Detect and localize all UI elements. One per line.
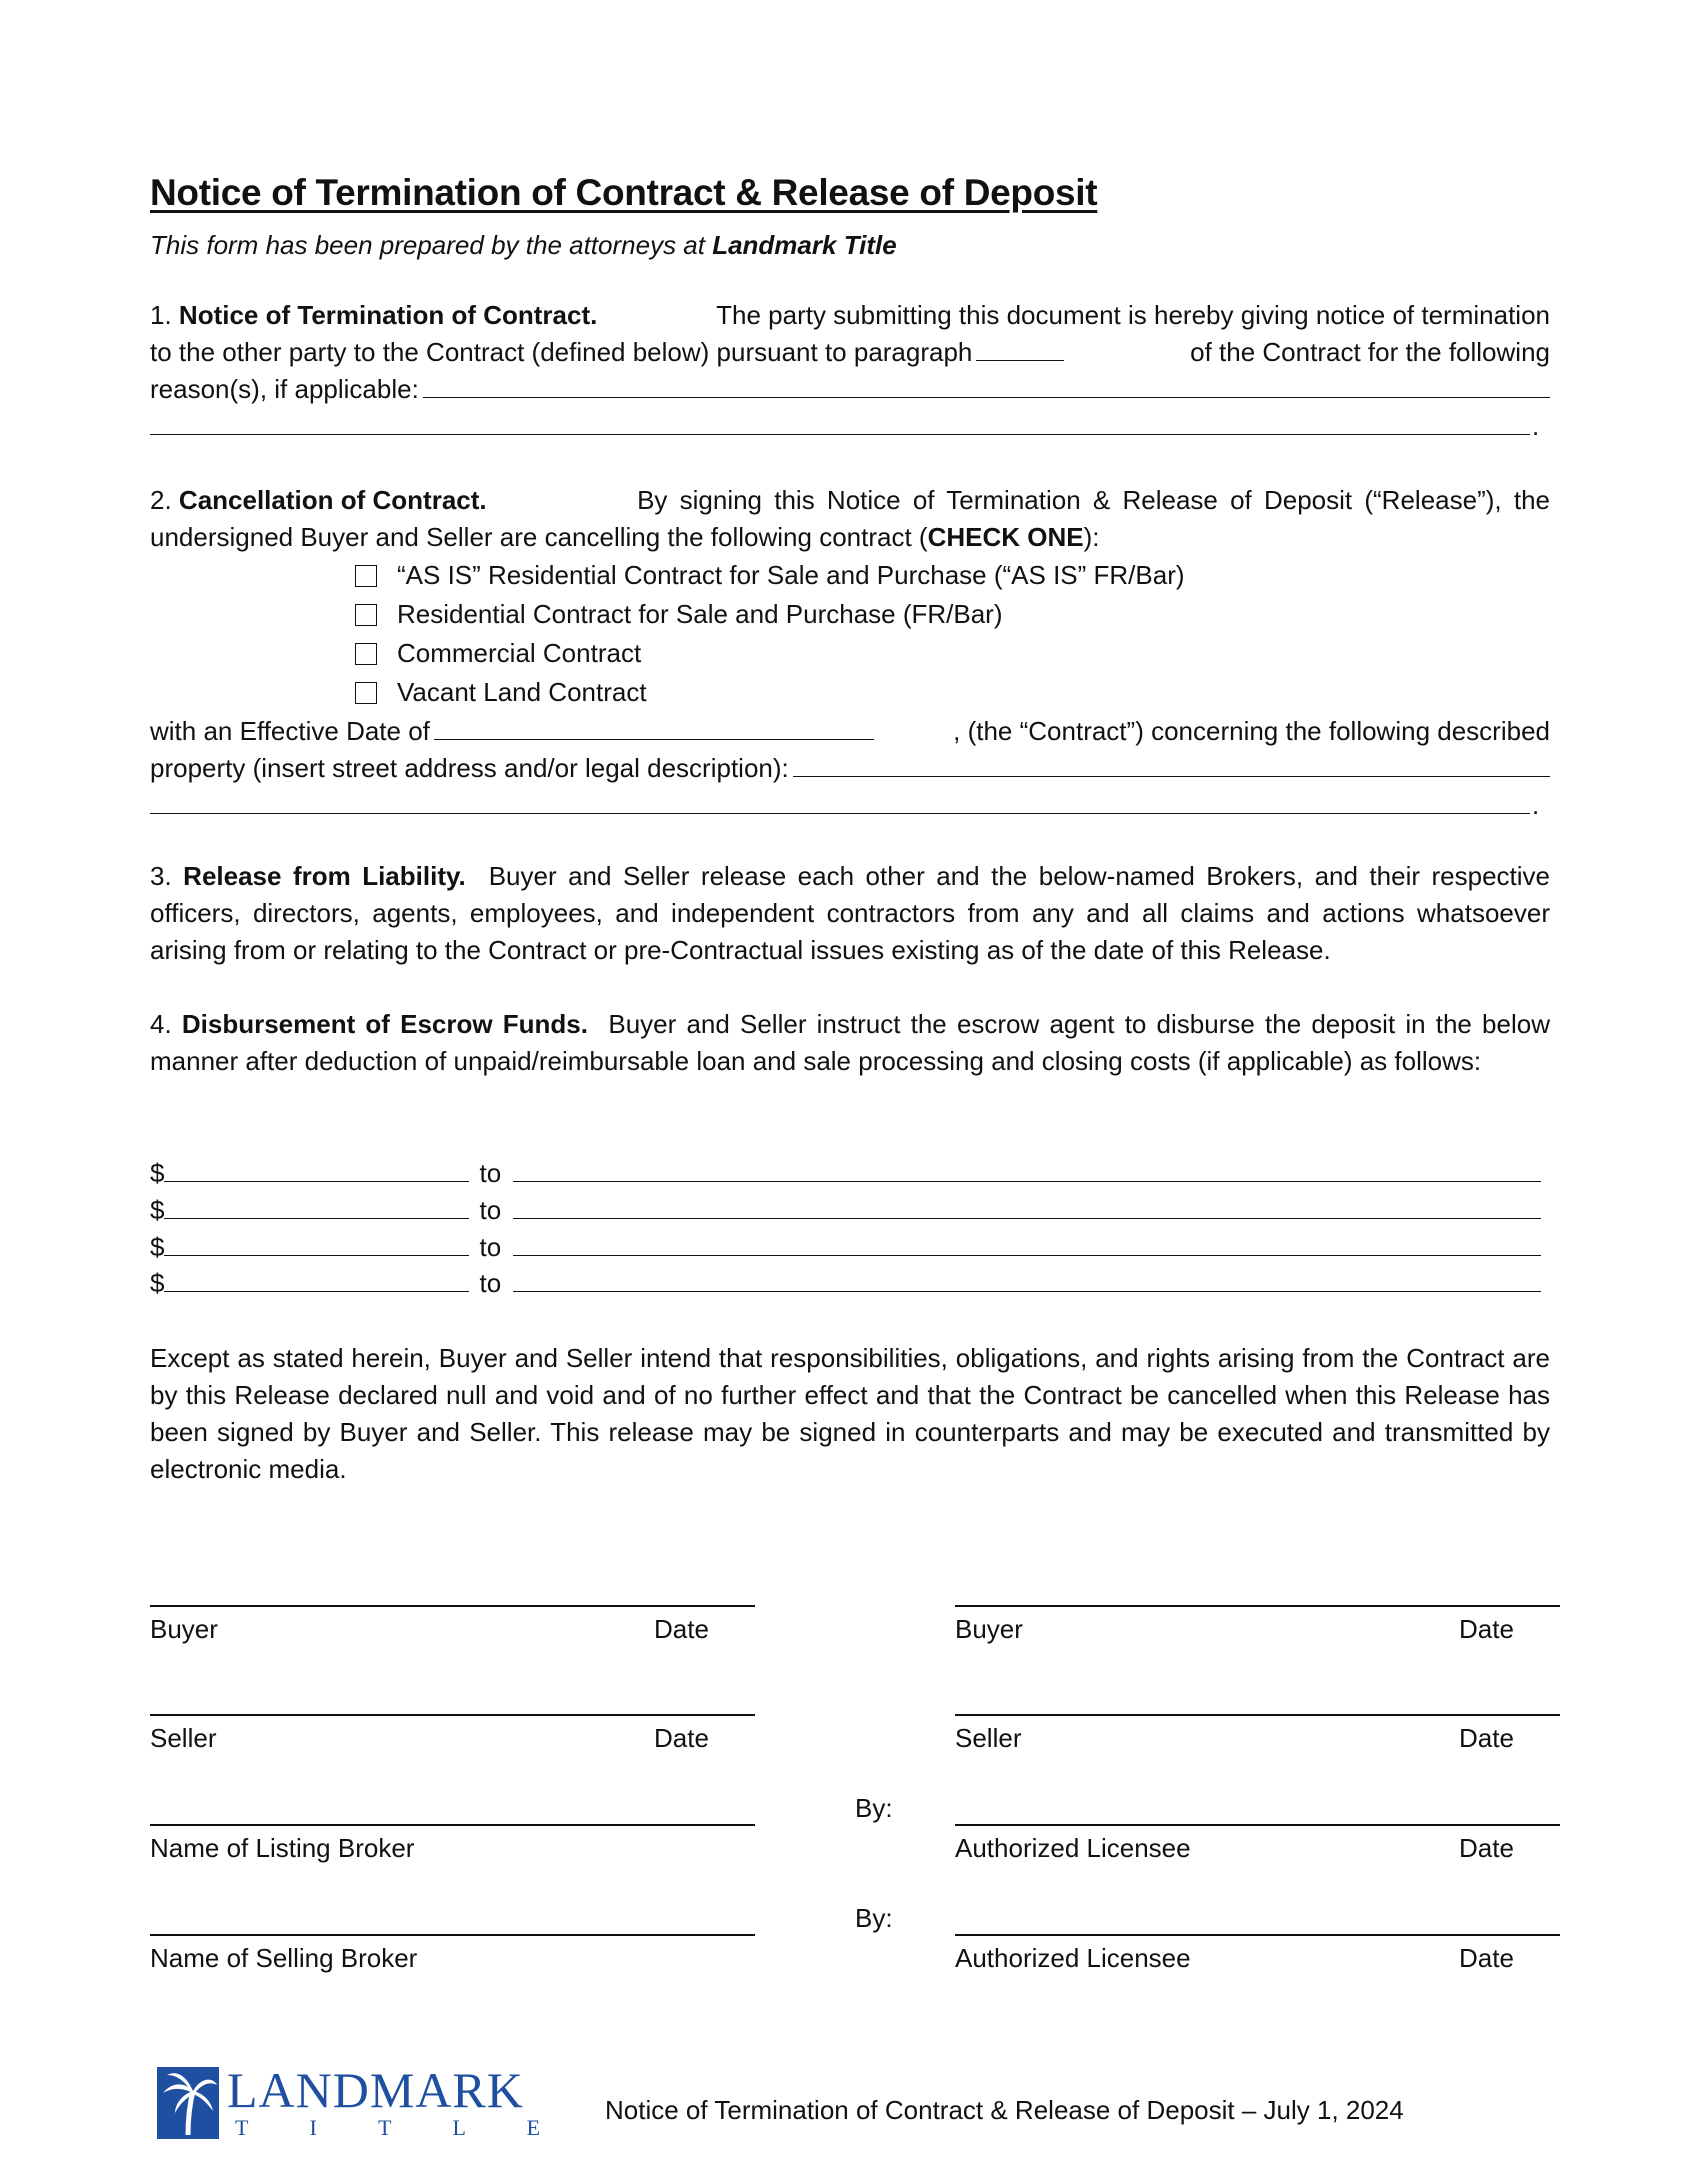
disbursement-row: [150, 1158, 1545, 1189]
to-label: to: [479, 1232, 502, 1262]
closing-paragraph: Except as stated herein, Buyer and Seller intend that responsibilities, obligations, and rights arising from the Contract are by this Release declared null and void and of no further effect and that the Contract be cancelled when this Release has been signed by Buyer and Seller. This release may be signed in counterparts and may be executed and transmitted by electronic media.: [150, 1343, 1550, 1484]
option-residential[interactable]: [355, 599, 1003, 630]
dollar-sign: $: [150, 1195, 165, 1225]
licensee-label: Authorized Licensee: [955, 1833, 1191, 1863]
seller-signature-line-left[interactable]: [150, 1714, 755, 1716]
payee-field[interactable]: [513, 1196, 1541, 1219]
disbursement-row: [150, 1195, 1545, 1226]
option-label: “AS IS” Residential Contract for Sale and Purchase (“AS IS” FR/Bar): [397, 560, 1185, 590]
dollar-sign: $: [150, 1268, 165, 1298]
section3-number: 3.: [150, 861, 184, 891]
payee-field[interactable]: [513, 1159, 1541, 1182]
section4-heading: Disbursement of Escrow Funds.: [181, 1009, 588, 1039]
option-label: Commercial Contract: [397, 638, 642, 668]
dollar-sign: $: [150, 1158, 165, 1188]
page-title: Notice of Termination of Contract & Release of Deposit: [150, 172, 1098, 213]
seller-label-right: Seller: [955, 1723, 1022, 1753]
section3-text: Buyer and Seller release each other and the below-named Brokers, and their respective officers, directors, agents, employees, and independent contractors from any and all claims and actions whatsoever arising from or relating to the Contract or pre-Contractual issues existing as of the date of this Release.: [150, 861, 1550, 965]
property-label: property (insert street address and/or legal description):: [150, 753, 789, 783]
logo-subtitle: T I T L E: [235, 2115, 569, 2140]
selling-broker-label: Name of Selling Broker: [150, 1943, 418, 1973]
date-label: Date: [654, 1614, 709, 1644]
section1-line1: The party submitting this document is hereby giving notice of termination: [716, 300, 1550, 330]
effective-date-field[interactable]: [434, 717, 874, 740]
buyer-signature-line-right[interactable]: [955, 1605, 1560, 1607]
section1-end: .: [1532, 411, 1540, 441]
subtitle-prefix: This form has been prepared by the attorneys at: [150, 230, 713, 260]
section-disbursement: [150, 1006, 1550, 1080]
property-field-1[interactable]: [793, 754, 1550, 777]
amount-field[interactable]: [164, 1159, 469, 1182]
amount-field[interactable]: [164, 1233, 469, 1256]
section2-contract-details: [150, 713, 1550, 824]
paragraph-number-field[interactable]: [976, 338, 1064, 361]
option-label: Residential Contract for Sale and Purchase (FR/Bar): [397, 599, 1003, 629]
to-label: to: [479, 1195, 502, 1225]
option-label: Vacant Land Contract: [397, 677, 647, 707]
date-label: Date: [1459, 1943, 1514, 1973]
section1-line2b: of the Contract for the following: [1190, 337, 1550, 367]
licensee-label: Authorized Licensee: [955, 1943, 1191, 1973]
section2-line1: By signing this Notice of Termination & Release of Deposit (“Release”), the: [637, 485, 1550, 515]
option-commercial[interactable]: [355, 638, 641, 669]
listing-broker-label: Name of Listing Broker: [150, 1833, 415, 1863]
buyer-label-right: Buyer: [955, 1614, 1023, 1644]
checkbox[interactable]: [355, 565, 377, 587]
checkbox[interactable]: [355, 643, 377, 665]
selling-licensee-line[interactable]: [955, 1934, 1560, 1936]
reason-field-1[interactable]: [423, 375, 1550, 398]
landmark-title-logo: [155, 2062, 569, 2143]
footer-title: Notice of Termination of Contract & Release of Deposit – July 1, 2024: [605, 2095, 1404, 2125]
payee-field[interactable]: [513, 1269, 1541, 1292]
option-vacant-land[interactable]: [355, 677, 647, 708]
check-one-label: CHECK ONE: [927, 522, 1084, 552]
date-label: Date: [1459, 1723, 1514, 1753]
section2-end: .: [1532, 790, 1540, 820]
by-label: By:: [855, 1903, 893, 1933]
reason-field-2[interactable]: [150, 412, 1530, 435]
date-label: Date: [1459, 1833, 1514, 1863]
disbursement-row: [150, 1268, 1545, 1299]
seller-signature-line-right[interactable]: [955, 1714, 1560, 1716]
by-label: By:: [855, 1793, 893, 1823]
logo-wordmark: LANDMARK: [227, 2062, 524, 2118]
section1-heading: Notice of Termination of Contract.: [178, 300, 598, 330]
option-as-is-residential[interactable]: [355, 560, 1185, 591]
property-field-2[interactable]: [150, 791, 1530, 814]
disbursement-row: [150, 1232, 1545, 1263]
section4-text: Buyer and Seller instruct the escrow agent to disburse the deposit in the below manner after deduction of unpaid/reimbursable loan and sale processing and closing costs (if applicable) as follows:: [150, 1009, 1550, 1076]
section-release-from-liability: [150, 858, 1550, 969]
section4-number: 4.: [150, 1009, 182, 1039]
section-notice-of-termination: [150, 297, 1550, 445]
to-label: to: [479, 1158, 502, 1188]
section2-line2b: ):: [1083, 522, 1100, 552]
listing-broker-line[interactable]: [150, 1824, 755, 1826]
section-cancellation-of-contract: [150, 482, 1550, 556]
effective-date-tail: , (the “Contract”) concerning the following described: [953, 716, 1550, 746]
date-label: Date: [654, 1723, 709, 1753]
checkbox[interactable]: [355, 604, 377, 626]
section2-line2a: undersigned Buyer and Seller are cancelling the following contract (: [150, 522, 928, 552]
checkbox[interactable]: [355, 682, 377, 704]
subtitle: [150, 230, 897, 261]
section1-line3: reason(s), if applicable:: [150, 374, 419, 404]
buyer-signature-line-left[interactable]: [150, 1605, 755, 1607]
listing-licensee-line[interactable]: [955, 1824, 1560, 1826]
section2-heading: Cancellation of Contract.: [178, 485, 487, 515]
dollar-sign: $: [150, 1232, 165, 1262]
section3-heading: Release from Liability.: [183, 861, 466, 891]
section1-number: 1.: [150, 300, 179, 330]
buyer-label-left: Buyer: [150, 1614, 218, 1644]
date-label: Date: [1459, 1614, 1514, 1644]
subtitle-company: Landmark Title: [712, 230, 897, 260]
effective-date-label: with an Effective Date of: [150, 716, 430, 746]
to-label: to: [479, 1268, 502, 1298]
payee-field[interactable]: [513, 1233, 1541, 1256]
section2-number: 2.: [150, 485, 179, 515]
section1-line2a: to the other party to the Contract (defined below) pursuant to paragraph: [150, 337, 973, 367]
amount-field[interactable]: [164, 1196, 469, 1219]
amount-field[interactable]: [164, 1269, 469, 1292]
seller-label-left: Seller: [150, 1723, 217, 1753]
selling-broker-line[interactable]: [150, 1934, 755, 1936]
